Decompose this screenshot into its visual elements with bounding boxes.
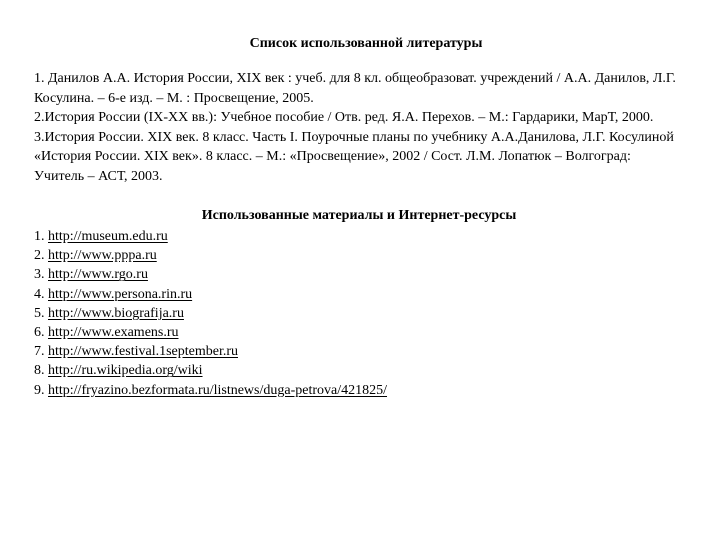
resource-number: 6. bbox=[34, 325, 48, 341]
literature-title: Список использованной литературы bbox=[249, 36, 483, 51]
resource-item-8 bbox=[34, 361, 684, 380]
resource-number: 8. bbox=[34, 363, 48, 379]
resource-link-persona[interactable]: http://www.persona.rin.ru bbox=[48, 286, 193, 302]
resource-item-1 bbox=[34, 227, 684, 246]
resource-number: 2. bbox=[34, 248, 48, 264]
literature-item-3: 3.История России. XIX век. 8 класс. Часть I. Поурочные планы по учебнику А.А.Данилова, Л.Г. Косулиной «История России. XIX век». 8 класс. – М.: «Просвещение», 2002 / Сост. Л.М. Лопатюк – Волгоград: Учитель – АСТ, 2003. bbox=[34, 129, 674, 184]
resource-item-6 bbox=[34, 323, 684, 342]
resource-number: 5. bbox=[34, 305, 48, 321]
resource-item-3 bbox=[34, 265, 684, 284]
resources-title: Использованные материалы и Интернет-ресурсы bbox=[201, 208, 517, 223]
resource-number: 1. bbox=[34, 229, 48, 244]
resource-number: 3. bbox=[34, 267, 48, 283]
literature-list bbox=[34, 69, 684, 186]
resource-link-pppa[interactable]: http://www.pppa.ru bbox=[48, 248, 157, 264]
resource-link-biografija[interactable]: http://www.biografija.ru bbox=[48, 305, 184, 321]
resource-link-rgo[interactable]: http://www.rgo.ru bbox=[48, 267, 148, 283]
resource-number: 4. bbox=[34, 286, 48, 302]
resource-item-4 bbox=[34, 285, 684, 304]
resource-item-5 bbox=[34, 304, 684, 323]
resource-link-festival[interactable]: http://www.festival.1september.ru bbox=[48, 344, 238, 360]
resources-list bbox=[34, 227, 684, 400]
resource-number: 9. bbox=[34, 382, 48, 398]
resource-link-examens[interactable]: http://www.examens.ru bbox=[48, 325, 179, 341]
slide bbox=[34, 34, 684, 400]
resource-item-7 bbox=[34, 342, 684, 361]
resource-link-museum[interactable]: http://museum.edu.ru bbox=[48, 229, 168, 244]
resource-item-9 bbox=[34, 381, 684, 400]
resource-link-fryazino[interactable]: http://fryazino.bezformata.ru/listnews/duga-petrova/421825/ bbox=[48, 382, 388, 398]
resource-number: 7. bbox=[34, 344, 48, 360]
resource-link-wikipedia[interactable]: http://ru.wikipedia.org/wiki bbox=[48, 363, 203, 379]
literature-item-2: 2.История России (IX-XX вв.): Учебное пособие / Отв. ред. Я.А. Перехов. – М.: Гардарики, МарТ, 2000. bbox=[34, 110, 654, 125]
literature-item-1: 1. Данилов А.А. История России, XIX век : учеб. для 8 кл. общеобразоват. учреждений / А.А. Данилов, Л.Г. Косулина. – 6-е изд. – М. : Просвещение, 2005. bbox=[34, 71, 676, 106]
resource-item-2 bbox=[34, 246, 684, 265]
